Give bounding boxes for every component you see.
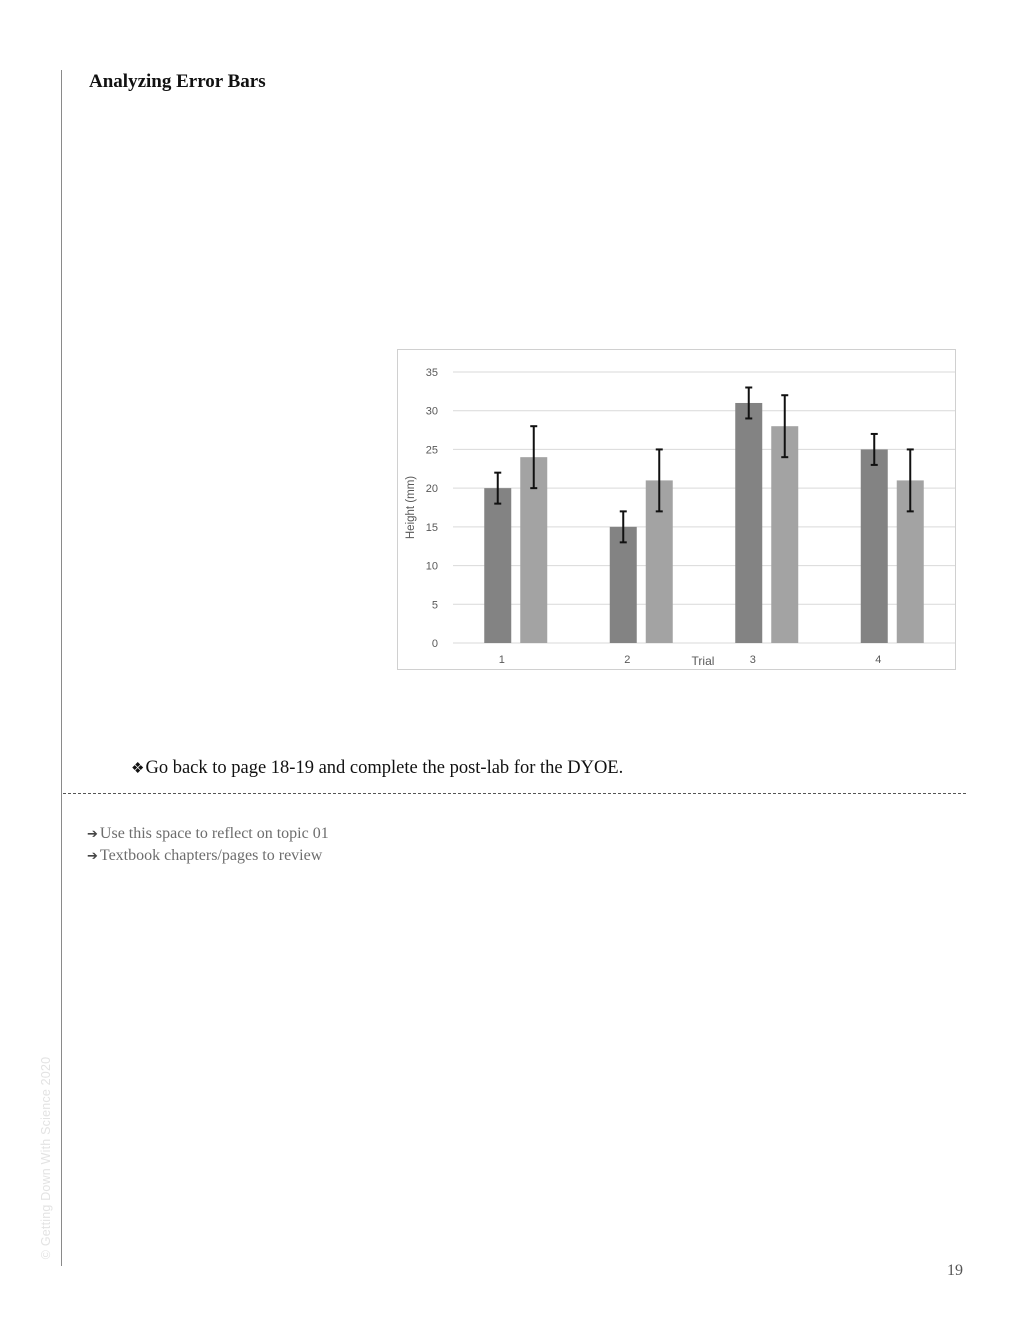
reflection-line — [87, 823, 329, 845]
y-tick-label: 0 — [431, 638, 438, 650]
diamond-bullet-icon: ❖ — [131, 761, 145, 777]
bar — [484, 488, 511, 643]
margin-rule — [61, 70, 62, 1266]
bar — [735, 403, 762, 643]
x-tick-label: 2 — [624, 654, 631, 666]
y-tick-label: 35 — [425, 367, 438, 379]
bar — [771, 426, 798, 643]
page-number: 19 — [947, 1262, 963, 1279]
x-tick-label: 3 — [749, 654, 756, 666]
task-text: Go back to page 18-19 and complete the post-lab for the DYOE. — [145, 758, 624, 778]
task-instruction — [131, 758, 623, 779]
chart-svg — [398, 350, 955, 669]
x-tick-label: 1 — [498, 654, 505, 666]
reflection-prompt-text: Use this space to reflect on topic 01 — [99, 825, 329, 842]
y-tick-label: 30 — [425, 405, 438, 418]
error-bar-chart — [397, 349, 956, 670]
y-tick-label: 15 — [425, 521, 438, 534]
bar — [610, 527, 637, 643]
reflection-line — [87, 845, 329, 867]
copyright-watermark: © Getting Down With Science 2020 — [39, 1056, 53, 1260]
y-tick-label: 20 — [425, 483, 438, 496]
y-tick-label: 10 — [425, 560, 438, 573]
arrow-icon: ➔ — [87, 827, 98, 842]
y-tick-label: 25 — [425, 444, 438, 457]
reflection-prompts — [87, 823, 329, 867]
bar — [861, 449, 888, 643]
arrow-icon: ➔ — [87, 849, 98, 864]
page-title: Analyzing Error Bars — [89, 71, 266, 92]
y-tick-label: 5 — [431, 599, 438, 612]
review-prompt-text: Textbook chapters/pages to review — [99, 847, 323, 864]
y-axis-title: Height (mm) — [405, 475, 417, 540]
x-axis-title: Trial — [691, 654, 715, 668]
x-tick-label: 4 — [875, 654, 882, 666]
dashed-divider — [63, 793, 966, 794]
